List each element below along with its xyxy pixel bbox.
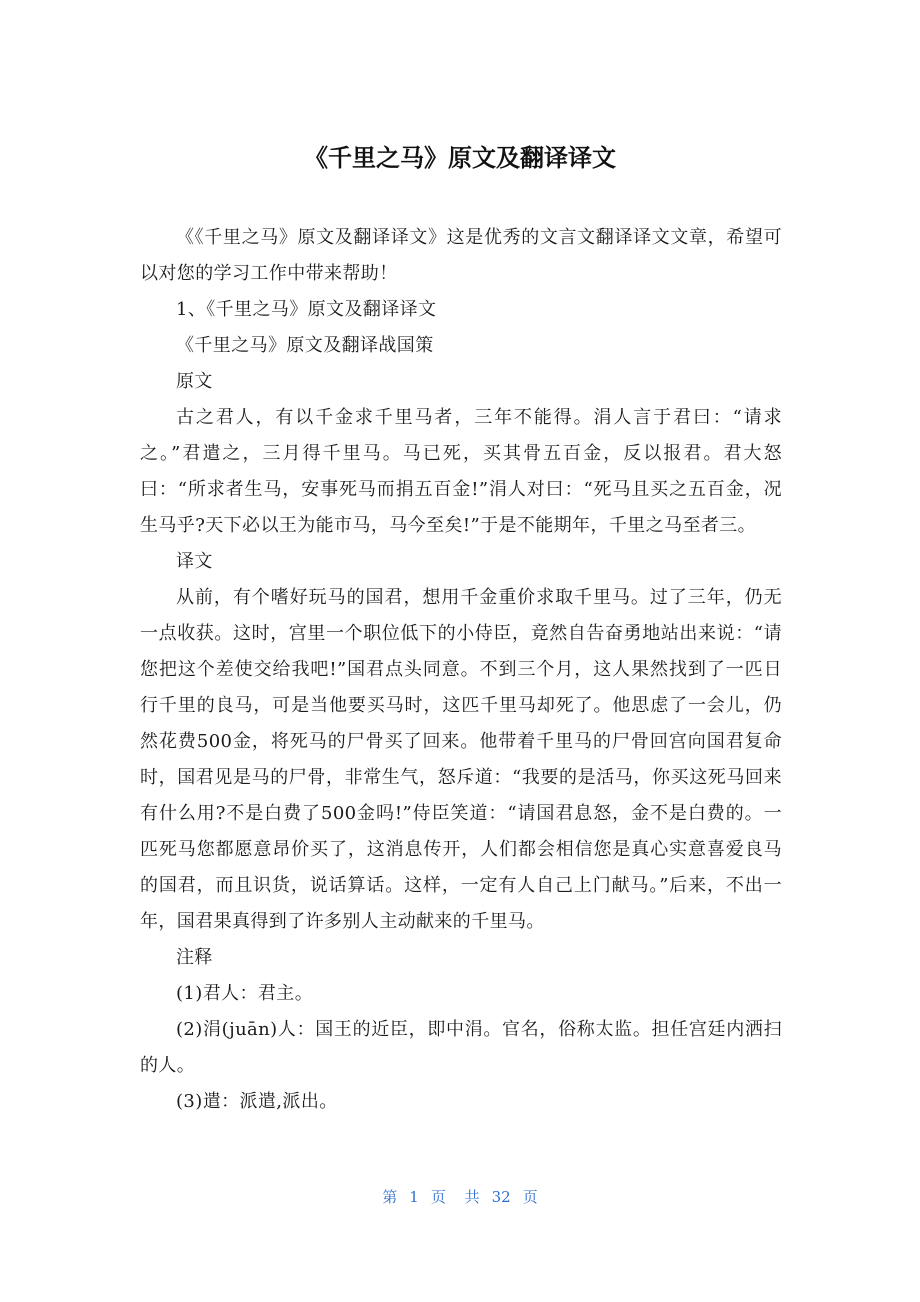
note-item: (3)遣：派遣,派出。	[176, 1091, 338, 1112]
footer-prefix: 第	[382, 1188, 398, 1206]
footer-page-number: 1	[409, 1188, 419, 1206]
note-item: (1)君人：君主。	[176, 983, 314, 1004]
subtitle-line: 《千里之马》原文及翻译战国策	[176, 335, 434, 356]
document-body	[140, 220, 782, 1120]
original-text-heading: 原文	[176, 371, 213, 392]
footer-suffix: 页	[522, 1188, 538, 1206]
footer-total-pages: 32	[491, 1188, 511, 1206]
translation-heading: 译文	[176, 551, 213, 572]
section-heading: 1、《千里之马》原文及翻译译文	[176, 299, 437, 320]
footer-middle: 页 共	[430, 1188, 480, 1206]
translation-paragraph: 从前，有个嗜好玩马的国君，想用千金重价求取千里马。过了三年，仍无一点收获。这时，宫里一个职位低下的小侍臣，竟然自告奋勇地站出来说：“请您把这个差使交给我吧!”国君点头同意。不到三个月，这人果然找到了一匹日行千里的良马，可是当他要买马时，这匹千里马却死了。他思虑了一会儿，仍然花费500金，将死马的尸骨买了回来。他带着千里马的尸骨回宫向国君复命时，国君见是马的尸骨，非常生气，怒斥道：“我要的是活马，你买这死马回来有什么用?不是白费了500金吗!”侍臣笑道：“请国君息怒，金不是白费的。一匹死马您都愿意昂价买了，这消息传开，人们都会相信您是真心实意喜爱良马的国君，而且识货，说话算话。这样，一定有人自己上门献马。”后来，不出一年，国君果真得到了许多别人主动献来的千里马。	[140, 587, 782, 932]
page-footer	[0, 1186, 920, 1207]
original-text-paragraph: 古之君人，有以千金求千里马者，三年不能得。涓人言于君曰：“请求之。”君遣之，三月得千里马。马已死，买其骨五百金，反以报君。君大怒曰：“所求者生马，安事死马而捐五百金!”涓人对曰：“死马且买之五百金，况生马乎?天下必以王为能市马，马今至矣!”于是不能期年，千里之马至者三。	[140, 407, 782, 536]
intro-paragraph: 《《千里之马》原文及翻译译文》这是优秀的文言文翻译译文文章，希望可以对您的学习工作中带来帮助！	[140, 227, 782, 284]
notes-heading: 注释	[176, 947, 213, 968]
note-item: (2)涓(juān)人：国王的近臣，即中涓。官名，俗称太监。担任宫廷内洒扫的人。	[140, 1019, 782, 1076]
document-title: 《千里之马》原文及翻译译文	[304, 144, 616, 172]
